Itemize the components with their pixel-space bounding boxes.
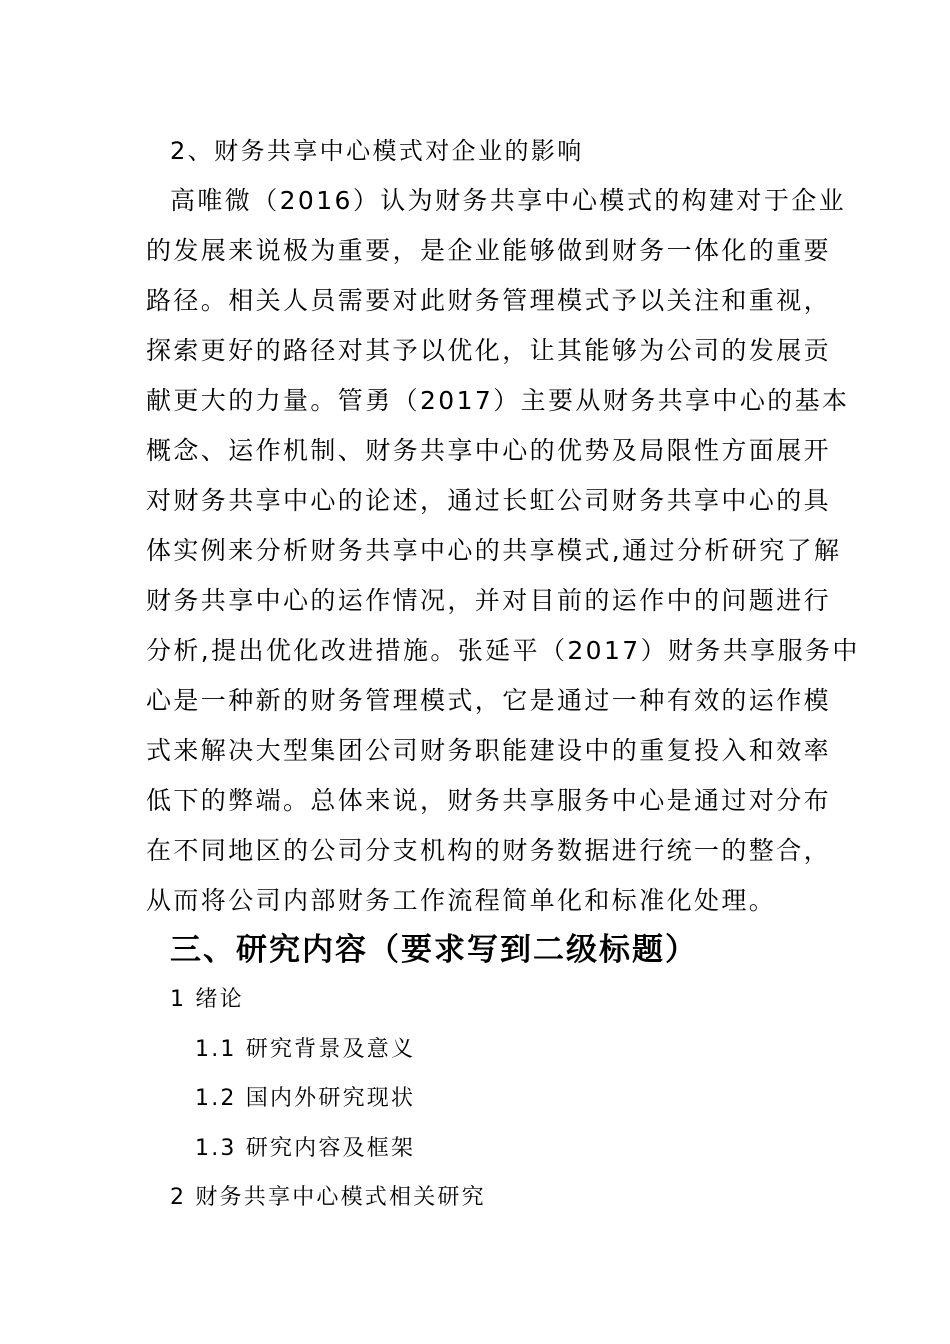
- section-heading: 三、研究内容（要求写到二级标题）: [170, 932, 698, 968]
- paragraph-line: 低下的弊端。总体来说，财务共享服务中心是通过对分布: [146, 786, 832, 815]
- paragraph-line: 高唯微（2016）认为财务共享中心模式的构建对于企业: [170, 186, 847, 215]
- paragraph-line: 对财务共享中心的论述，通过长虹公司财务共享中心的具: [146, 486, 832, 515]
- paragraph-line: 分析,提出优化改进措施。张延平（2017）财务共享服务中: [146, 636, 860, 665]
- paragraph-line: 概念、运作机制、财务共享中心的优势及局限性方面展开: [146, 436, 832, 465]
- paragraph-line: 的发展来说极为重要，是企业能够做到财务一体化的重要: [146, 236, 832, 265]
- outline-item-level2: 1.1 研究背景及意义: [195, 1037, 416, 1062]
- outline-item-level2: 1.2 国内外研究现状: [195, 1086, 416, 1111]
- paragraph-line: 在不同地区的公司分支机构的财务数据进行统一的整合，: [146, 836, 832, 865]
- paragraph-line: 财务共享中心的运作情况，并对目前的运作中的问题进行: [146, 586, 832, 615]
- paragraph-line: 路径。相关人员需要对此财务管理模式予以关注和重视，: [146, 286, 832, 315]
- paragraph-line: 心是一种新的财务管理模式，它是通过一种有效的运作模: [146, 686, 832, 715]
- paragraph-line: 献更大的力量。管勇（2017）主要从财务共享中心的基本: [146, 386, 850, 415]
- paragraph-line: 体实例来分析财务共享中心的共享模式,通过分析研究了解: [146, 536, 842, 565]
- paragraph-line: 从而将公司内部财务工作流程简单化和标准化处理。: [146, 886, 777, 915]
- outline-item-level1: 1 绪论: [170, 987, 244, 1012]
- outline-item-level2: 1.3 研究内容及框架: [195, 1136, 416, 1161]
- outline-item-level1: 2 财务共享中心模式相关研究: [170, 1185, 486, 1210]
- subsection-title: 2、财务共享中心模式对企业的影响: [170, 137, 584, 165]
- paragraph-line: 探索更好的路径对其予以优化，让其能够为公司的发展贡: [146, 336, 832, 365]
- paragraph-line: 式来解决大型集团公司财务职能建设中的重复投入和效率: [146, 736, 832, 765]
